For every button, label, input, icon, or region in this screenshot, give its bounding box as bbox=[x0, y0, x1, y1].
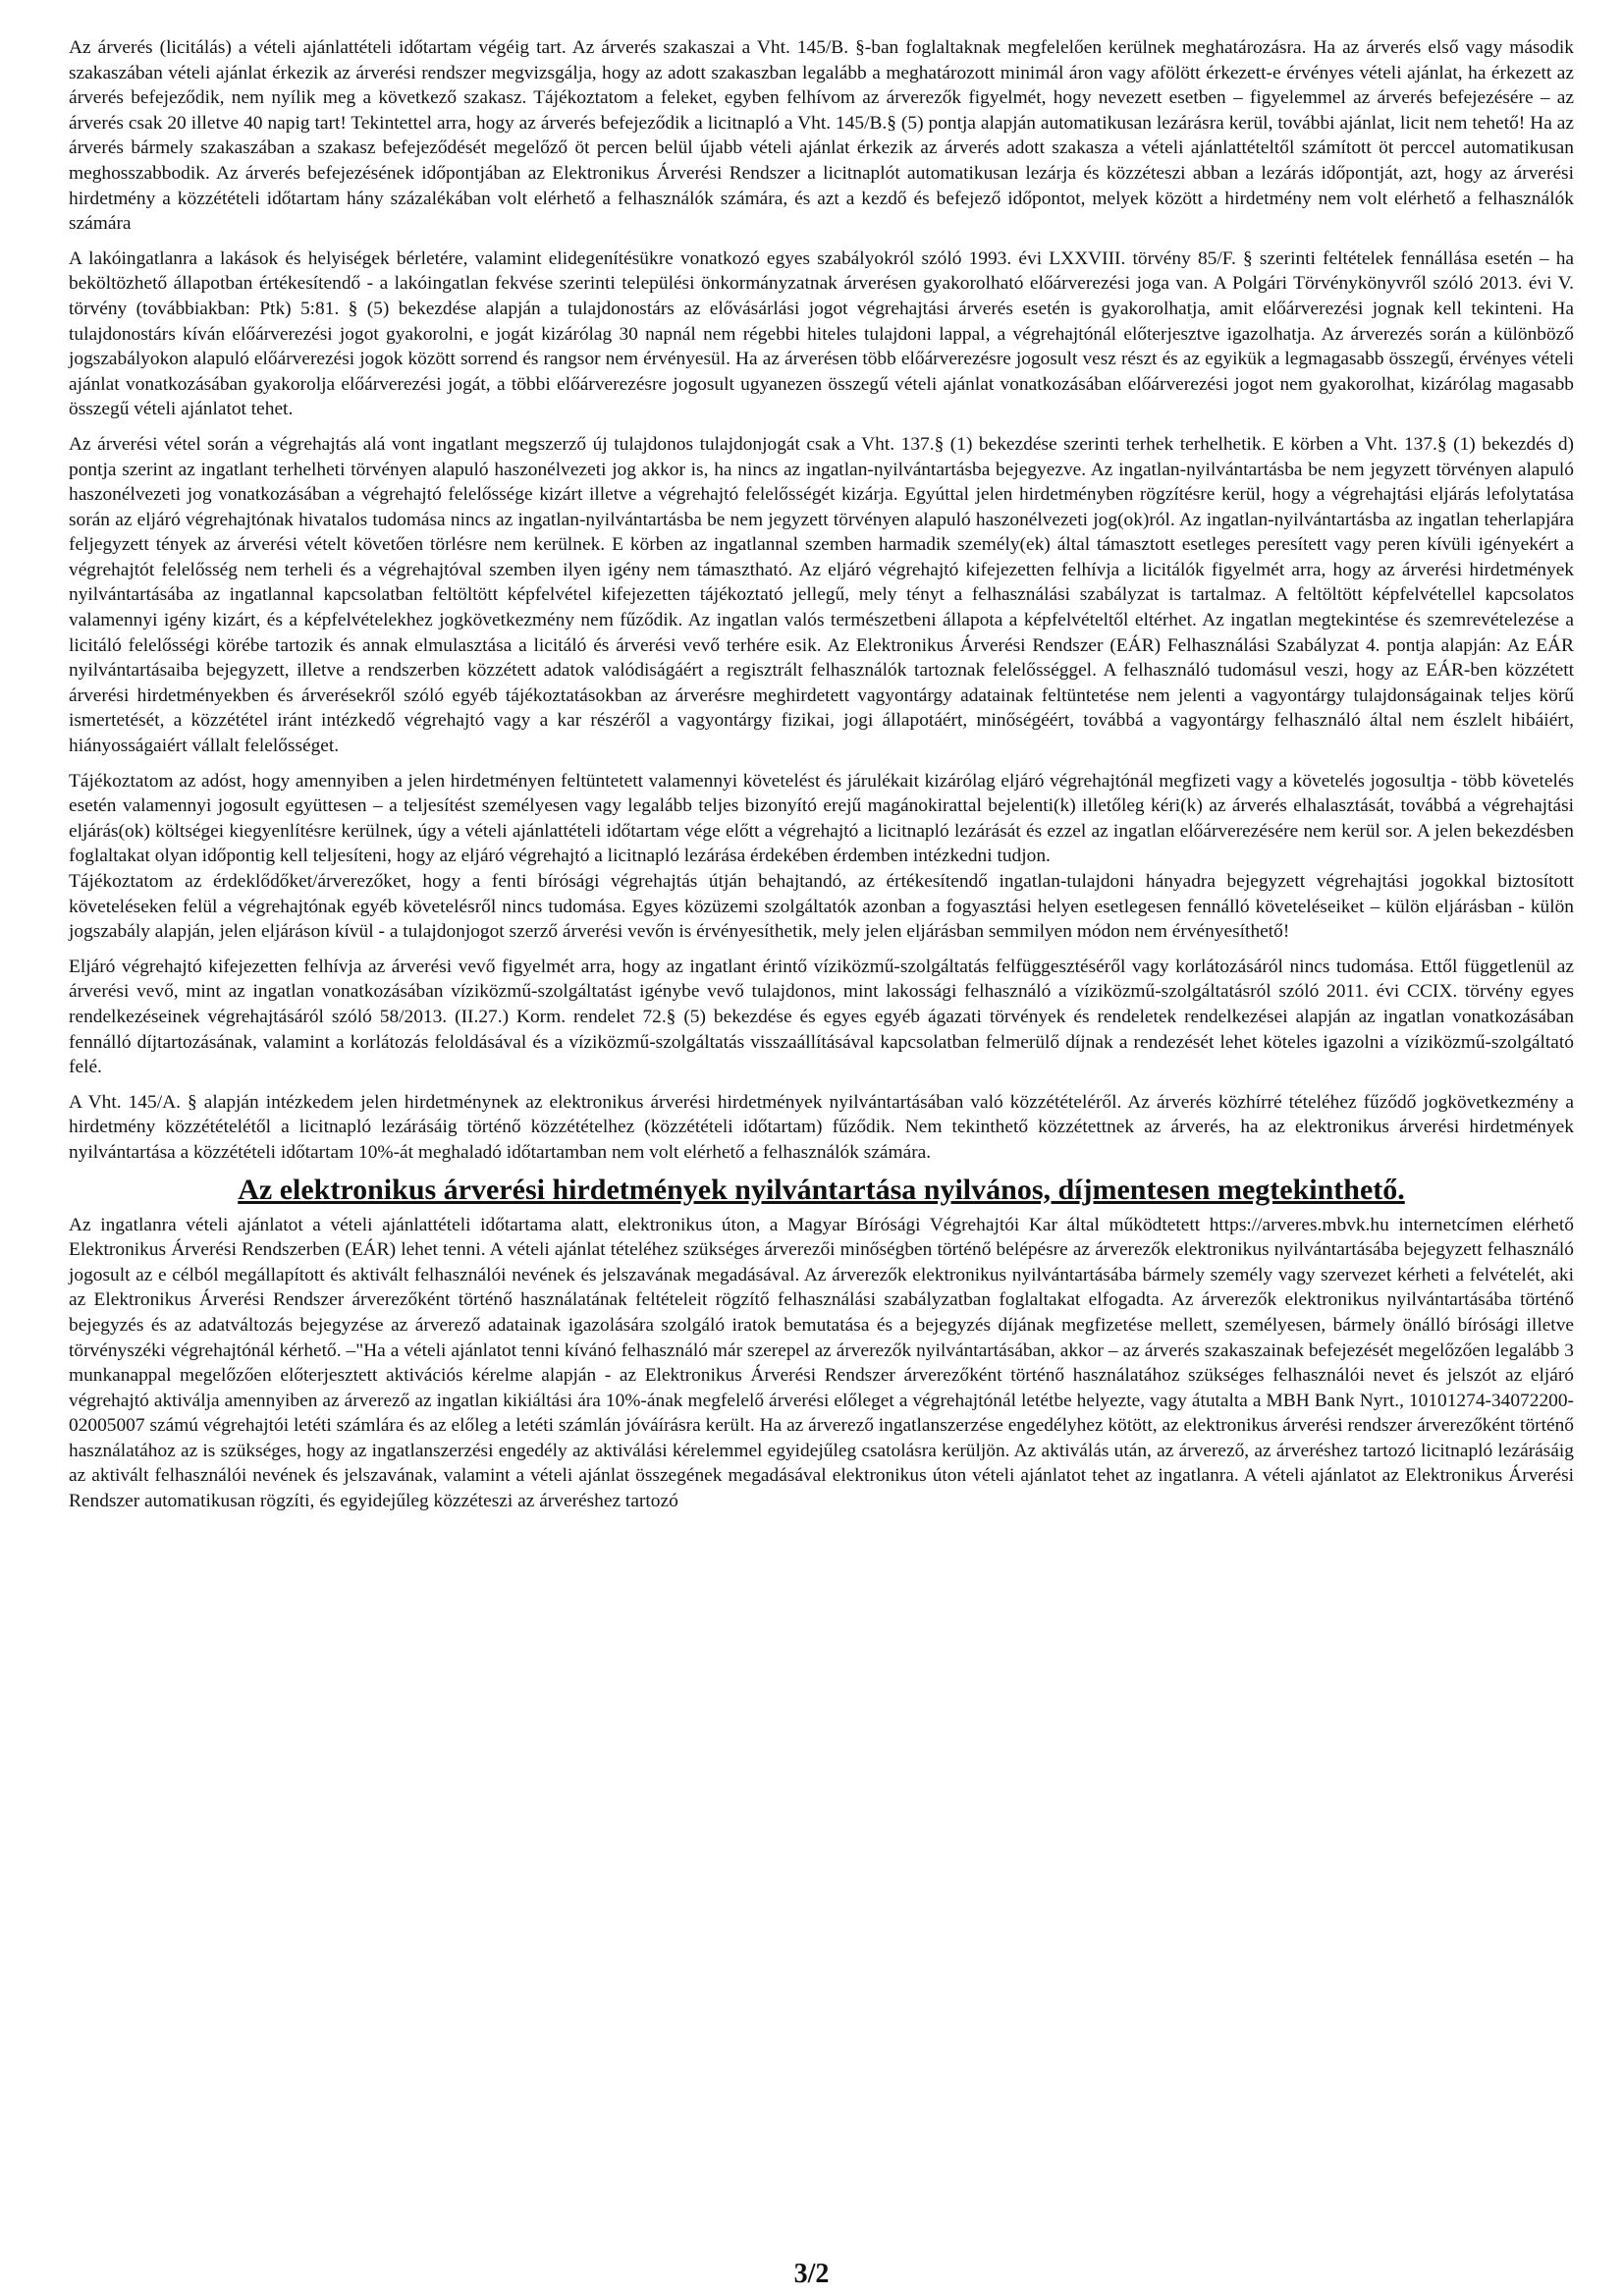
paragraph-auction-duration: Az árverés (licitálás) a vételi ajánlattételi időtartam végéig tart. Az árverés szakaszai a Vht. 145/B. §-ban foglaltaknak megfelelően kerülnek meghatározásra. Ha az árverés első vagy második szakaszában vételi ajánlat érkezik az árverési rendszer megvizsgálja, hogy az adott szakaszban legalább a meghatározott minimál áron vagy afölött érkezett-e érvényes vételi ajánlat, ha érkezett az árverés befejeződik, nem nyílik meg a következő szakasz. Tájékoztatom a feleket, egyben felhívom az árverezők figyelmét, hogy nevezett esetben – figyelemmel az árverés befejezésére – az árverés csak 20 illetve 40 napig tart! Tekintettel arra, hogy az árverés befejeződik a licitnapló a Vht. 145/B.§ (5) pontja alapján automatikusan lezárásra kerül, további ajánlat, licit nem tehető! Ha az árverés bármely szakaszában a szakasz befejeződését megelőző öt percen belül újabb vételi ajánlat érkezik az árverés adott szakasza a vételi ajánlattételtől számított öt perccel automatikusan meghosszabbodik. Az árverés befejezésének időpontjában az Elektronikus Árverési Rendszer a licitnaplót automatikusan lezárja és közzéteszi abban a lezárás időpontját, azt, hogy az árverési hirdetmény a közzétételi időtartam hány százalékában volt elérhető a felhasználók számára, és azt a kezdő és befejező időpontot, melyek között a hirdetmény nem volt elérhető a felhasználók számára bbox=[69, 37, 1574, 235]
paragraph-publication: A Vht. 145/A. § alapján intézkedem jelen hirdetménynek az elektronikus árverési hirdetmények nyilvántartásában való közzétételéről. Az árverés közhírré tételéhez fűződő jogkövetkezmény a hirdetmény közzétételétől a licitnapló lezárásáig történő közzétételhez (közzétételi időtartam) fűződik. Nem tekinthető közzétettnek az árverés, ha az elektronikus árverési hirdetmények nyilvántartása a közzétételi időtartam 10%-át meghaladó időtartamban nem volt elérhető a felhasználók számára. bbox=[69, 1091, 1574, 1163]
paragraph-encumbrances: Az árverési vétel során a végrehajtás alá vont ingatlant megszerző új tulajdonos tulajdonjogát csak a Vht. 137.§ (1) bekezdése szerinti terhek terhelhetik. E körben a Vht. 137.§ (1) bekezdés d) pontja szerint az ingatlant terhelheti törvényen alapuló haszonélvezeti jog akkor is, ha nincs az ingatlan-nyilvántartásba bejegyezve. Az ingatlan-nyilvántartásba be nem jegyzett törvényen alapuló haszonélvezeti jog vonatkozásában a végrehajtó felelőssége kizárt illetve a végrehajtó felelősségét kizárja. Egyúttal jelen hirdetményben rögzítésre kerül, hogy a végrehajtási eljárás lefolytatása során az eljáró végrehajtónak hivatalos tudomása nincs az ingatlan-nyilvántartásba be nem jegyzett törvényen alapuló haszonélvezeti jog(ok)ról. Az ingatlan-nyilvántartásba az ingatlan teherlapjára feljegyzett tények az árverési vételt követően törlésre nem kerülnek. E körben az ingatlannal szemben harmadik személy(ek) által támasztott esetleges peresített vagy peren kívüli igényekért a végrehajtót felelősség nem terheli és a végrehajtóval szemben ilyen igény nem támasztható. Az eljáró végrehajtó kifejezetten felhívja a licitálók figyelmét arra, hogy az árverési hirdetmények nyilvántartásába az ingatlannal kapcsolatban feltöltött képfelvétel kifejezetten tájékoztató jellegű, mely tényt a felhasználási szabályzat is tartalmaz. A feltöltött képfelvétellel kapcsolatos valamennyi igény kizárt, és a képfelvételekhez jogkövetkezmény nem fűződik. Az ingatlan valós természetbeni állapota a képfelvételtől eltérhet. Az ingatlan megtekintése és szemrevételezése a licitáló felelősségi körébe tartozik és annak elmulasztása a licitáló és árverési vevő terhére esik. Az Elektronikus Árverési Rendszer (EÁR) Felhasználási Szabályzat 4. pontja alapján: Az EÁR nyilvántartásaiba bejegyzett, illetve a rendszerben közzétett adatok valódiságáért a regisztrált felhasználók tartoznak felelősséggel. A felhasználó tudomásul veszi, hogy az EÁR-ben közzétett árverési hirdetményekben és árverésekről szóló egyéb tájékoztatásokban az árverésre meghirdetett vagyontárgy adatainak feltüntetése nem jelenti a vagyontárgy tulajdonságainak teljes körű ismertetését, a közzététel iránt intézkedő végrehajtó vagy a kar részéről a vagyontárgy fizikai, jogi állapotáért, minőségéért, továbbá a vagyontárgy felhasználó által nem észlelt hibáiért, hiányosságaiért vállalt felelősséget. bbox=[69, 433, 1574, 757]
paragraph-creditors-notice: Tájékoztatom az érdeklődőket/árverezőket, hogy a fenti bírósági végrehajtás útján behajtandó, az értékesítendő ingatlan-tulajdoni hányadra bejegyzett végrehajtási jogokkal biztosított követeléseken felül a végrehajtónak egyéb követelésről nincs tudomása. Egyes közüzemi szolgáltatók azonban a fogyasztási helyen esetlegesen fennálló követeléseiket – külön eljárásban - külön jogszabály alapján, jelen eljáráson kívül - a tulajdonjogot szerző árverési vevőn is érvényesíthetik, mely jelen eljárásban semmilyen módon nem érvényesíthető! bbox=[69, 871, 1574, 943]
paragraph-utility-notice: Eljáró végrehajtó kifejezetten felhívja az árverési vevő figyelmét arra, hogy az ingatlant érintő víziközmű-szolgáltatás felfüggesztéséről vagy korlátozásáról nincs tudomása. Ettől függetlenül az árverési vevő, mint az ingatlan vonatkozásában víziközmű-szolgáltatást igénybe vevő tulajdonos, mint lakossági felhasználó a víziközmű-szolgáltatásról szóló 2011. évi CCIX. törvény egyes rendelkezéseinek végrehajtásáról szóló 58/2013. (II.27.) Korm. rendelet 72.§ (5) bekezdése és egyes egyéb ágazati törvények és rendeletek rendelkezései alapján az ingatlan vonatkozásában fennálló díjtartozásának, valamint a korlátozás feloldásával és a víziközmű-szolgáltatás visszaállításával kapcsolatban felmerülő díjnak a rendezését lehet köteles igazolni a víziközmű-szolgáltató felé. bbox=[69, 956, 1574, 1078]
paragraph-pre-auction-rights: A lakóingatlanra a lakások és helyiségek bérletére, valamint elidegenítésükre vonatkozó egyes szabályokról szóló 1993. évi LXXVIII. törvény 85/F. § szerinti feltételek fennállása esetén – ha beköltözhető állapotban értékesítendő - a lakóingatlan fekvése szerinti települési önkormányzatnak árverésen gyakorolható előárverezési joga van. A Polgári Törvénykönyvről szóló 2013. évi V. törvény (továbbiakban: Ptk) 5:81. § (5) bekezdése alapján a tulajdonostárs az elővásárlási jogot végrehajtási árverés esetén is gyakorolhatja, amit előárverezési jognak kell tekinteni. Ha tulajdonostárs kíván előárverezési jogot gyakorolni, e jogát kizárólag 30 napnál nem régebbi hiteles tulajdoni lappal, a végrehajtónál előterjesztve igazolhatja. Az árverezés során a különböző jogszabályokon alapuló előárverezési jogok között sorrend és rangsor nem érvényesül. Ha az árverésen több előárverezésre jogosult vesz részt és az egyikük a legmagasabb összegű, érvényes vételi ajánlat vonatkozásában gyakorolja előárverezési jogát, a többi előárverezésre jogosult ugyanezen összegű vételi ajánlat vonatkozásában előárverezési jogot nem gyakorolhat, kizárólag magasabb összegű vételi ajánlatot tehet. bbox=[69, 247, 1574, 420]
section-heading: Az elektronikus árverési hirdetmények nyilvántartása nyilvános, díjmentesen megtekinthető. bbox=[238, 1173, 1405, 1206]
paragraph-debtor-notice: Tájékoztatom az adóst, hogy amennyiben a jelen hirdetményen feltüntetett valamennyi követelést és járulékait kizárólag eljáró végrehajtónál megfizeti vagy a követelés jogosultja - több követelés esetén valamennyi jogosult együttesen – a teljesítést személyesen vagy legalább teljes bizonyító erejű magánokirattal bejelenti(k) illetőleg kéri(k) az árverés elhalasztását, továbbá a végrehajtási eljárás(ok) költségei kiegyenlítésre kerülnek, úgy a vételi ajánlattételi időtartam vége előtt a végrehajtó a licitnapló lezárását és ezzel az ingatlan előárverezésére nem kerül sor. A jelen bekezdésben foglaltakat olyan időpontig kell teljesíteni, hogy az eljáró végrehajtó a licitnapló lezárása érdekében érdemben intézkedni tudjon. bbox=[69, 770, 1574, 867]
paragraph-bidding-rules: Az ingatlanra vételi ajánlatot a vételi ajánlattételi időtartama alatt, elektronikus úton, a Magyar Bírósági Végrehajtói Kar által működtetett https://arveres.mbvk.hu internetcímen elérhető Elektronikus Árverési Rendszerben (EÁR) lehet tenni. A vételi ajánlat tételéhez szükséges árverezői minőségben történő belépésre az árverezők elektronikus nyilvántartásába bejegyzett felhasználó jogosult az e célból megállapított és aktivált felhasználói nevének és jelszavának megadásával. Az árverezők elektronikus nyilvántartásába bármely személy vagy szervezet kérheti a felvételét, aki az Elektronikus Árverési Rendszer árverezőként történő használatának feltételeit rögzítő felhasználási szabályzatban foglaltakat elfogadta. Az árverezők elektronikus nyilvántartásába történő bejegyzés és az adatváltozás bejegyzése az árverező adatainak igazolására szolgáló iratok bemutatása és a bejegyzés díjának megfizetése mellett, személyesen, bármely önálló bírósági illetve törvényszéki végrehajtónál kérhető. –"Ha a vételi ajánlatot tenni kívánó felhasználó már szerepel az árverezők nyilvántartásában, akkor – az árverés szakaszainak befejezését megelőzően legalább 3 munkanappal megelőzően előterjesztett aktivációs kérelme alapján - az Elektronikus Árverési Rendszer árverezőként történő használatához szükséges felhasználói nevet és jelszót az eljáró végrehajtó aktiválja amennyiben az árverező az ingatlan kikiáltási ára 10%-ának megfelelő árverési előleget a végrehajtónál letétbe helyezte, vagy átutalta a MBH Bank Nyrt., 10101274-34072200-02005007 számú végrehajtói letéti számlára és az előleg a letéti számlán jóváírásra került. Ha az árverező ingatlanszerzése engedélyhez kötött, az elektronikus árverési rendszer árverezőként történő használatához az is szükséges, hogy az ingatlanszerzési engedély az aktiválási kérelemmel egyidejűleg csatolásra kerüljön. Az aktiválás után, az árverező, az árveréshez tartozó licitnapló lezárásáig az aktivált felhasználói nevének és jelszavának, valamint a vételi ajánlat összegének megadásával elektronikus úton vételi ajánlatot tehet az ingatlanra. A vételi ajánlatot az Elektronikus Árverési Rendszer automatikusan rögzíti, és egyidejűleg közzéteszi az árveréshez tartozó bbox=[69, 1214, 1574, 1512]
document-page bbox=[69, 35, 1574, 1524]
page-number: 3/2 bbox=[793, 2259, 830, 2289]
